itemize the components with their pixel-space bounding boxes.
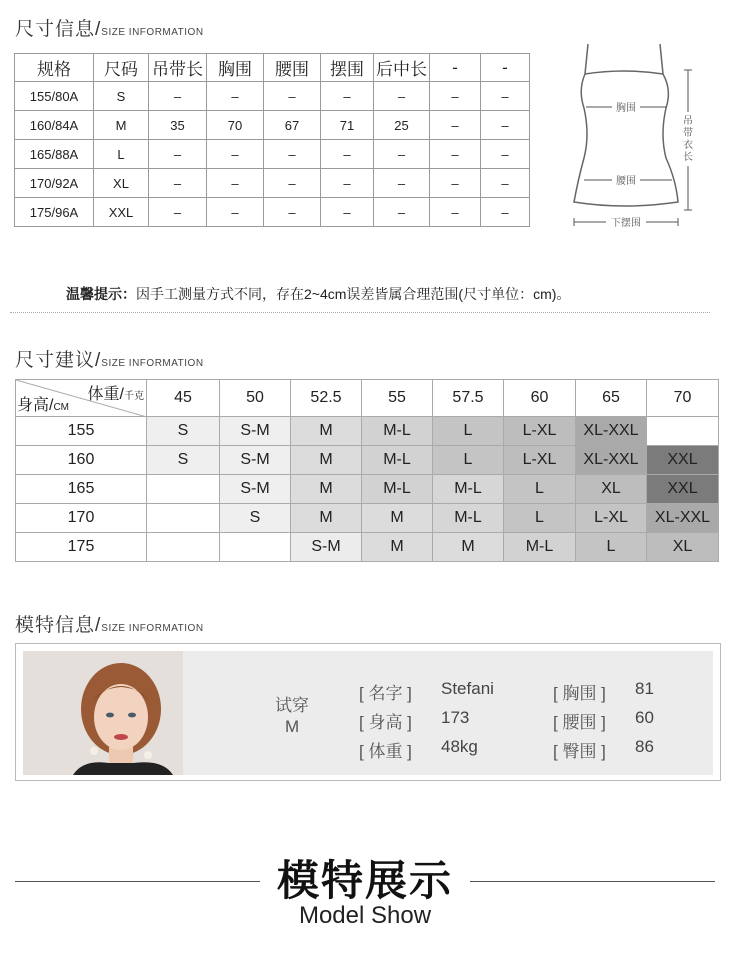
measure-cell: – [481, 140, 530, 169]
length-label-4: 长 [683, 152, 693, 163]
model-info-title [15, 610, 204, 637]
size-cell: S [94, 82, 149, 111]
recommend-size-cell: M [291, 417, 362, 446]
recommend-size-cell: S [220, 504, 291, 533]
recommend-size-cell: L [576, 533, 647, 562]
model-field-value: 81 [635, 679, 654, 698]
recommend-size-cell: L-XL [504, 446, 576, 475]
recommend-size-cell: XXL [647, 446, 719, 475]
model-photo [23, 651, 183, 775]
size-suggest-title-en: SIZE INFORMATION [101, 358, 204, 369]
recommend-size-cell [220, 533, 291, 562]
measure-cell: – [207, 198, 264, 227]
recommend-size-cell: S-M [220, 446, 291, 475]
model-show-title [0, 848, 730, 908]
weight-header-cell: 52.5 [291, 380, 362, 417]
recommend-row [16, 475, 719, 504]
model-field-label: [ 臀围 ] [553, 742, 606, 761]
try-on-label: 试穿 [275, 696, 309, 715]
recommend-size-cell: L [504, 504, 576, 533]
recommend-size-cell: M [291, 475, 362, 504]
size-row [15, 111, 530, 140]
recommend-size-cell: XL-XXL [647, 504, 719, 533]
spec-cell: 170/92A [15, 169, 94, 198]
measure-cell: – [264, 169, 321, 198]
height-cell: 160 [16, 446, 147, 475]
model-field-label: [ 身高 ] [359, 713, 412, 732]
recommend-size-cell: L-XL [576, 504, 647, 533]
measure-cell: – [149, 198, 207, 227]
measure-cell: – [149, 169, 207, 198]
recommend-size-cell: XL-XXL [576, 446, 647, 475]
recommend-size-cell: M-L [362, 446, 433, 475]
size-row [15, 82, 530, 111]
recommend-size-cell [147, 504, 220, 533]
model-field-value: 48kg [441, 737, 478, 756]
waist-label: 腰围 [616, 176, 636, 187]
recommend-size-cell: M-L [433, 504, 504, 533]
recommend-size-cell: M-L [433, 475, 504, 504]
length-label-2: 带 [683, 128, 693, 139]
try-on-size: M [285, 717, 300, 736]
measure-cell: 25 [374, 111, 430, 140]
title-slash: / [95, 615, 101, 636]
recommend-size-cell: S [147, 417, 220, 446]
measure-cell: – [374, 169, 430, 198]
length-label-1: 吊 [683, 116, 693, 127]
measure-cell: – [207, 140, 264, 169]
recommend-size-cell: XL-XXL [576, 417, 647, 446]
recommend-size-cell: L-XL [504, 417, 576, 446]
spec-cell: 165/88A [15, 140, 94, 169]
measure-cell: – [481, 169, 530, 198]
measure-cell: – [321, 140, 374, 169]
size-cell: M [94, 111, 149, 140]
model-field-label: [ 胸围 ] [553, 684, 606, 703]
recommend-size-cell: XL [647, 533, 719, 562]
recommend-size-cell: M [291, 504, 362, 533]
size-recommendation-table [15, 379, 719, 562]
size-cell: L [94, 140, 149, 169]
size-row [15, 140, 530, 169]
weight-header-cell: 50 [220, 380, 291, 417]
recommend-row [16, 533, 719, 562]
model-field-value: 173 [441, 708, 470, 727]
size-table [14, 53, 530, 227]
dotted-divider [10, 312, 710, 313]
size-row [15, 198, 530, 227]
measure-cell: – [264, 198, 321, 227]
bust-label: 胸围 [616, 103, 636, 114]
measure-cell: – [374, 198, 430, 227]
measure-cell: 35 [149, 111, 207, 140]
recommend-size-cell: M-L [362, 475, 433, 504]
weight-header-cell: 65 [576, 380, 647, 417]
size-info-title-en: SIZE INFORMATION [101, 27, 204, 38]
weight-header-cell: 55 [362, 380, 433, 417]
measure-cell: – [264, 82, 321, 111]
tip-text: 因手工测量方式不同，存在2~4cm误差皆属合理范围(尺寸单位：cm)。 [136, 286, 571, 302]
spec-cell: 155/80A [15, 82, 94, 111]
model-info-card [15, 643, 721, 781]
measure-cell: – [374, 140, 430, 169]
corner-height: 身高/CM [17, 397, 70, 414]
recommend-size-cell: M [362, 533, 433, 562]
measure-cell: – [149, 140, 207, 169]
recommend-size-cell: S-M [291, 533, 362, 562]
recommend-row [16, 446, 719, 475]
height-cell: 155 [16, 417, 147, 446]
model-field-value: 86 [635, 737, 654, 756]
garment-diagram [568, 40, 698, 235]
measure-cell: 70 [207, 111, 264, 140]
model-info-title-en: SIZE INFORMATION [101, 623, 204, 634]
model-field-value: 60 [635, 708, 654, 727]
recommend-size-cell [147, 533, 220, 562]
corner-header [16, 380, 147, 417]
size-suggest-title [15, 345, 204, 372]
recommend-size-cell: L [433, 446, 504, 475]
measure-cell: – [430, 169, 481, 198]
measure-cell: – [264, 140, 321, 169]
size-row [15, 169, 530, 198]
size-suggest-title-cn: 尺寸建议 [15, 350, 96, 371]
recommend-size-cell [147, 475, 220, 504]
recommend-size-cell: M [362, 504, 433, 533]
measure-cell: – [149, 82, 207, 111]
measure-cell: 67 [264, 111, 321, 140]
measure-cell: – [430, 82, 481, 111]
measure-cell: – [321, 169, 374, 198]
model-field-label: [ 名字 ] [359, 684, 412, 703]
measure-cell: – [481, 198, 530, 227]
size-info-title-cn: 尺寸信息 [15, 19, 96, 40]
recommend-size-cell: S-M [220, 475, 291, 504]
model-show-title-cn: 模特展示 [276, 856, 453, 905]
tip-label: 温馨提示： [66, 286, 136, 302]
recommend-size-cell: M-L [362, 417, 433, 446]
model-field-label: [ 腰围 ] [553, 713, 606, 732]
recommend-row [16, 417, 719, 446]
size-header-cell: 摆围 [321, 54, 374, 82]
corner-weight: 体重/千克 [87, 386, 144, 403]
recommend-size-cell: S [147, 446, 220, 475]
recommend-size-cell: M-L [504, 533, 576, 562]
recommend-size-cell [647, 417, 719, 446]
size-header-cell: - [481, 54, 530, 82]
size-header-cell: 尺码 [94, 54, 149, 82]
height-cell: 165 [16, 475, 147, 504]
measurement-tip [66, 284, 570, 304]
measure-cell: – [207, 169, 264, 198]
title-slash: / [95, 19, 101, 40]
recommend-size-cell: XXL [647, 475, 719, 504]
model-field-value: Stefani [441, 679, 494, 698]
weight-header-cell: 60 [504, 380, 576, 417]
measure-cell: – [430, 198, 481, 227]
model-show-title-en: Model Show [298, 902, 432, 929]
hem-label: 下摆围 [611, 218, 641, 229]
height-cell: 175 [16, 533, 147, 562]
measure-cell: – [481, 82, 530, 111]
size-header-cell: 吊带长 [149, 54, 207, 82]
size-info-title [15, 14, 204, 41]
length-label-3: 衣 [683, 140, 693, 151]
measure-cell: – [207, 82, 264, 111]
size-header-cell: - [430, 54, 481, 82]
measure-cell: – [430, 111, 481, 140]
size-header-cell: 腰围 [264, 54, 321, 82]
measure-cell: – [321, 82, 374, 111]
measure-cell: 71 [321, 111, 374, 140]
weight-header-cell: 70 [647, 380, 719, 417]
recommend-size-cell: S-M [220, 417, 291, 446]
title-slash: / [95, 350, 101, 371]
measure-cell: – [430, 140, 481, 169]
recommend-size-cell: M [433, 533, 504, 562]
recommend-size-cell: L [504, 475, 576, 504]
measure-cell: – [481, 111, 530, 140]
height-cell: 170 [16, 504, 147, 533]
model-info-title-cn: 模特信息 [15, 615, 96, 636]
measure-cell: – [321, 198, 374, 227]
weight-header-cell: 45 [147, 380, 220, 417]
spec-cell: 175/96A [15, 198, 94, 227]
size-header-cell: 规格 [15, 54, 94, 82]
recommend-size-cell: XL [576, 475, 647, 504]
recommend-size-cell: M [291, 446, 362, 475]
size-cell: XL [94, 169, 149, 198]
size-cell: XXL [94, 198, 149, 227]
size-header-cell: 胸围 [207, 54, 264, 82]
recommend-row [16, 504, 719, 533]
weight-header-cell: 57.5 [433, 380, 504, 417]
model-field-label: [ 体重 ] [359, 742, 412, 761]
recommend-size-cell: L [433, 417, 504, 446]
measure-cell: – [374, 82, 430, 111]
spec-cell: 160/84A [15, 111, 94, 140]
size-header-cell: 后中长 [374, 54, 430, 82]
